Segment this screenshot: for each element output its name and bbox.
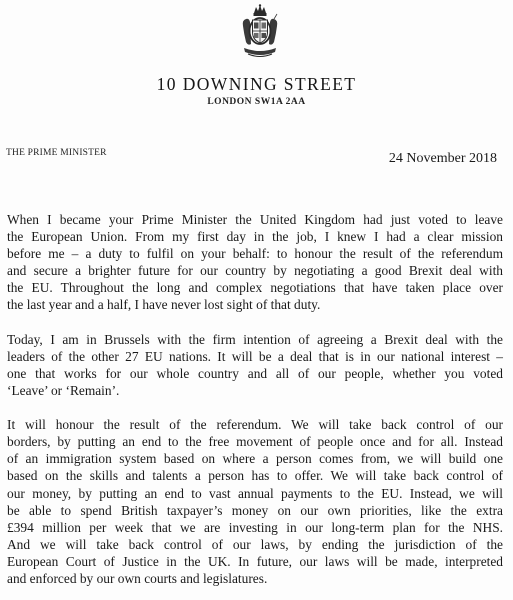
text-line: be able to spend British taxpayer’s money on our own priorities, like the extra <box>7 502 503 518</box>
letter-body <box>7 211 503 600</box>
text-line: ‘Leave’ or ‘Remain’. <box>7 382 120 398</box>
text-line: based on the skills and talents a person has to offer. We will take back control of <box>7 468 503 484</box>
royal-coat-of-arms-icon <box>240 4 280 60</box>
text-line: before me – a duty to fulfil on your behalf: to honour the result of the referendum <box>7 246 503 262</box>
text-line: and secure a brighter future for our country by negotiating a good Brexit deal with <box>7 263 503 279</box>
letter-date: 24 November 2018 <box>388 151 497 166</box>
text-line: one that works for our whole country and all of our people, whether you voted <box>7 365 503 381</box>
sender-title: THE PRIME MINISTER <box>6 148 107 158</box>
text-line: And we will take back control of our laws, by ending the jurisdiction of the <box>7 536 503 552</box>
text-line: Today, I am in Brussels with the firm intention of agreeing a Brexit deal with the <box>7 331 503 347</box>
paragraph <box>7 331 503 399</box>
text-line: of an immigration system based on where a person comes from, we will build one <box>7 451 503 467</box>
letterhead-address-line1: 10 DOWNING STREET <box>156 74 357 94</box>
text-line: the EU. Throughout the long and complex negotiations that have taken place over <box>7 280 503 296</box>
text-line: the European Union. From my first day in the job, I knew I had a clear mission <box>7 229 503 245</box>
text-line: It will honour the result of the referendum. We will take back control of our <box>7 417 503 433</box>
letterhead-address-line2: LONDON SW1A 2AA <box>207 97 306 107</box>
text-line: leaders of the other 27 EU nations. It will be a deal that is in our national interest – <box>7 348 503 364</box>
text-line: When I became your Prime Minister the United Kingdom had just voted to leave <box>7 212 503 227</box>
text-line: our money, by putting an end to vast annual payments to the EU. Instead, we will <box>7 485 503 501</box>
text-line: borders, by putting an end to the free movement of people once and for all. Instead <box>7 434 503 450</box>
paragraph <box>7 211 503 314</box>
text-line: £394 million per week that we are investing in our long-term plan for the NHS. <box>7 519 503 535</box>
text-line: European Court of Justice in the UK. In future, our laws will be made, interpreted <box>7 553 503 569</box>
text-line: and enforced by our own courts and legislatures. <box>7 570 268 586</box>
paragraph <box>7 416 503 587</box>
text-line: the last year and a half, I have never lost sight of that duty. <box>7 297 321 313</box>
